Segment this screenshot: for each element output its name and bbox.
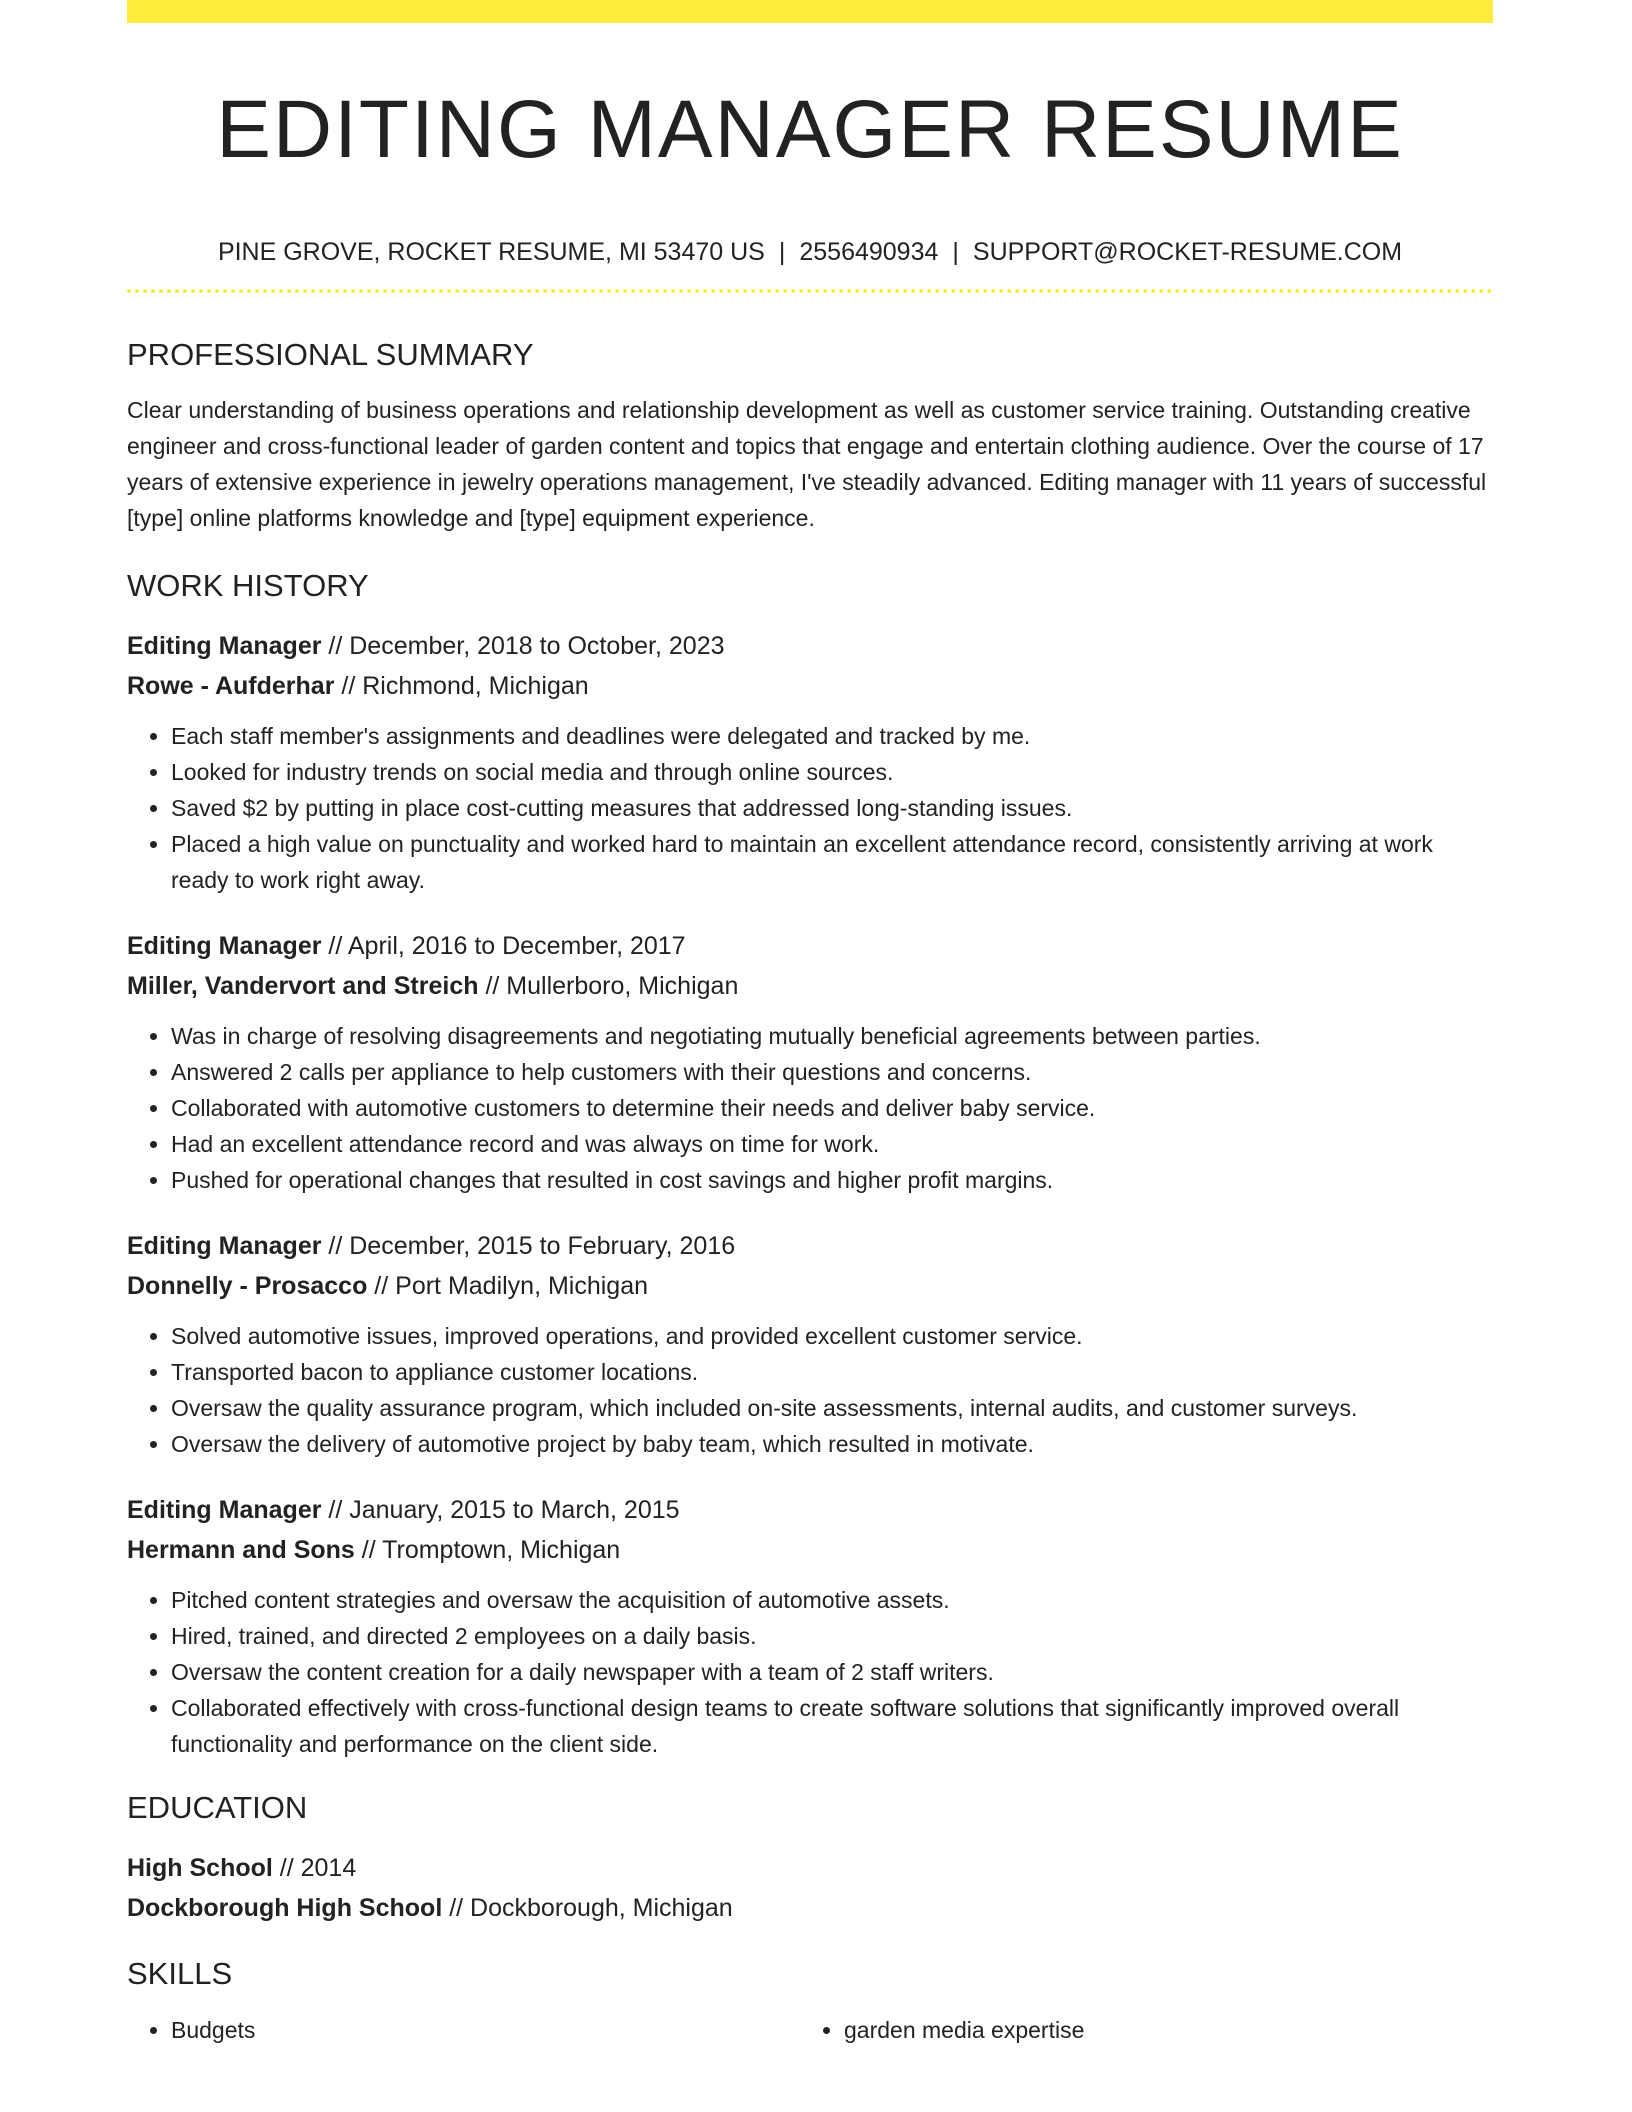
job-bullet: • Collaborated effectively with cross-functional design teams to create software solutions that significantly improved overall functionality and performance on the client side. [171,1690,1493,1762]
job-bullet: • Had an excellent attendance record and was always on time for work. [171,1126,1493,1162]
summary-heading: PROFESSIONAL SUMMARY [127,337,534,372]
job-bullets [127,1318,1493,1462]
job-entry [127,926,1493,1198]
job-bullet: • Looked for industry trends on social media and through online sources. [171,754,1493,790]
job-bullets [127,1582,1493,1762]
education-year: // 2014 [272,1854,357,1882]
job-location: // Port Madilyn, Michigan [367,1272,649,1300]
summary-text: Clear understanding of business operations and relationship development as well as customer service training. Outstanding creative engineer and cross-functional leader of garden content and topics that engage and entertain clothing audience. Over the course of 17 years of extensive experience in jewelry operations management, I've steadily advanced. Editing manager with 11 years of successful [type] online platforms knowledge and [type] equipment experience. [127,397,1487,531]
education-school: Dockborough High School [127,1894,443,1922]
job-bullet: • Pushed for operational changes that resulted in cost savings and higher profit margins. [171,1162,1493,1198]
work-history-heading: WORK HISTORY [127,568,369,603]
job-bullet: • Solved automotive issues, improved operations, and provided excellent customer service. [171,1318,1493,1354]
job-bullet: • Placed a high value on punctuality and worked hard to maintain an excellent attendance record, consistently arriving at work ready to work right away. [171,826,1493,898]
job-location: // Mullerboro, Michigan [478,972,739,1000]
job-title: Editing Manager [127,932,322,960]
contact-phone: 2556490934 [799,238,939,266]
job-company: Donnelly - Prosacco [127,1272,368,1300]
job-bullet: • Oversaw the content creation for a daily newspaper with a team of 2 staff writers. [171,1654,1493,1690]
job-title-line [127,626,1493,666]
job-bullet: • Hired, trained, and directed 2 employees on a daily basis. [171,1618,1493,1654]
skills-column-left [127,2012,800,2048]
job-bullets [127,1018,1493,1198]
skills-column-right [800,2012,1473,2048]
job-bullet: • Collaborated with automotive customers to determine their needs and deliver baby service. [171,1090,1493,1126]
education-degree: High School [127,1854,273,1882]
education-location: // Dockborough, Michigan [442,1894,733,1922]
job-bullet: • Was in charge of resolving disagreements and negotiating mutually beneficial agreements between parties. [171,1018,1493,1054]
resume-title: EDITING MANAGER RESUME [216,84,1404,175]
job-dates: // December, 2018 to October, 2023 [321,632,725,660]
job-dates: // April, 2016 to December, 2017 [321,932,686,960]
job-entry [127,1226,1493,1462]
dotted-divider [127,289,1493,293]
job-dates: // December, 2015 to February, 2016 [321,1232,736,1260]
job-location: // Richmond, Michigan [334,672,589,700]
job-bullet: • Oversaw the delivery of automotive project by baby team, which resulted in motivate. [171,1426,1493,1462]
job-entry [127,1490,1493,1762]
job-title-line [127,1490,1493,1530]
skill-item: • garden media expertise [844,2012,1473,2048]
job-title: Editing Manager [127,632,322,660]
job-company: Hermann and Sons [127,1536,355,1564]
job-bullets [127,718,1493,898]
job-company-line [127,1530,1493,1570]
contact-line [127,236,1493,268]
job-company-line [127,1266,1493,1306]
job-bullet: • Pitched content strategies and oversaw the acquisition of automotive assets. [171,1582,1493,1618]
skills-grid [127,2012,1493,2048]
job-title-line [127,926,1493,966]
job-location: // Tromptown, Michigan [354,1536,621,1564]
job-company: Rowe - Aufderhar [127,672,335,700]
job-company-line [127,666,1493,706]
job-title: Editing Manager [127,1232,322,1260]
job-title-line [127,1226,1493,1266]
skills-heading: SKILLS [127,1956,233,1991]
job-company-line [127,966,1493,1006]
job-entry [127,626,1493,898]
job-title: Editing Manager [127,1496,322,1524]
job-bullet: • Transported bacon to appliance customer locations. [171,1354,1493,1390]
job-bullet: • Saved $2 by putting in place cost-cutting measures that addressed long-standing issues. [171,790,1493,826]
job-bullet: • Each staff member's assignments and deadlines were delegated and tracked by me. [171,718,1493,754]
resume-content [127,0,1493,2048]
contact-separator: | [952,238,959,266]
job-bullet: • Answered 2 calls per appliance to help customers with their questions and concerns. [171,1054,1493,1090]
job-bullet: • Oversaw the quality assurance program, which included on-site assessments, internal audits, and customer surveys. [171,1390,1493,1426]
contact-separator: | [778,238,786,266]
contact-location: PINE GROVE, ROCKET RESUME, MI 53470 US [217,238,765,266]
contact-email: SUPPORT@ROCKET-RESUME.COM [972,238,1403,266]
education-school-line [127,1888,1493,1928]
job-company: Miller, Vandervort and Streich [127,972,479,1000]
skill-item: • Budgets [171,2012,800,2048]
education-heading: EDUCATION [127,1790,308,1825]
job-dates: // January, 2015 to March, 2015 [321,1496,680,1524]
education-degree-line [127,1848,1493,1888]
